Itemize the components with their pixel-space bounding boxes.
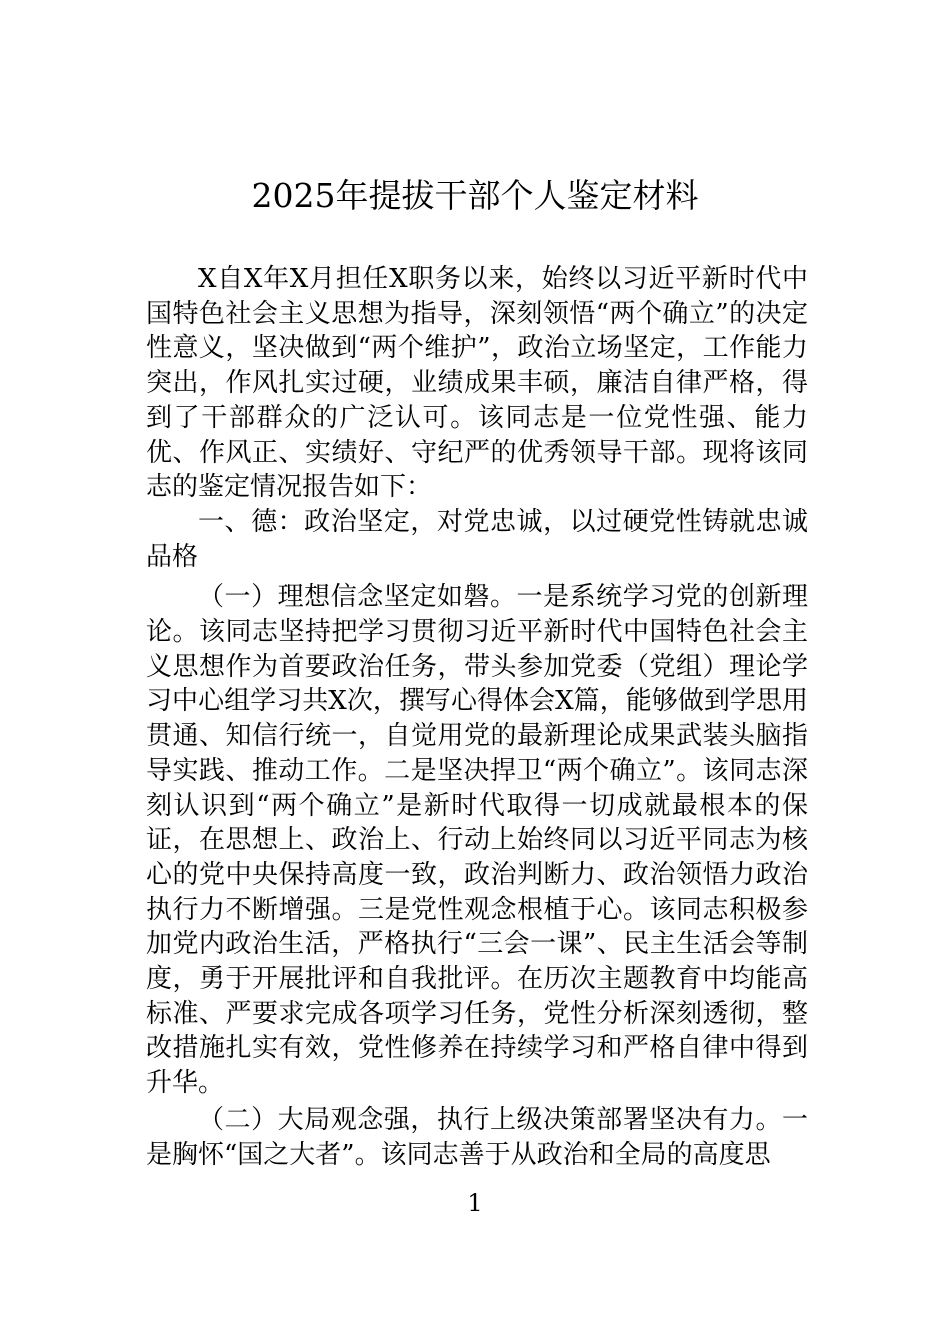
subsection-paragraph-1: （一）理想信念坚定如磐。一是系统学习党的创新理论。该同志坚持把学习贯彻习近平新时代中国特色社会主义思想作为首要政治任务，带头参加党委（党组）理论学习中心组学习共X次，撰写心得体会X篇，能够做到学思用贯通、知信行统一，自觉用党的最新理论成果武装头脑指导实践、推动工作。二是坚决捍卫“两个确立”。该同志深刻认识到“两个确立”是新时代取得一切成就最根本的保证，在思想上、政治上、行动上始终同以习近平同志为核心的党中央保持高度一致，政治判断力、政治领悟力政治执行力不断增强。三是党性观念根植于心。该同志积极参加党内政治生活，严格执行“三会一课”、民主生活会等制度，勇于开展批评和自我批评。在历次主题教育中均能高标准、严要求完成各项学习任务，党性分析深刻透彻，整改措施扎实有效，党性修养在持续学习和严格自律中得到升华。 — [146, 582, 808, 1099]
document-title: 2025年提拔干部个人鉴定材料 — [251, 176, 699, 215]
section-heading-de: 一、德：政治坚定，对党忠诚，以过硬党性铸就忠诚品格 — [146, 506, 808, 572]
subsection-paragraph-2: （二）大局观念强，执行上级决策部署坚决有力。一是胸怀“国之大者”。该同志善于从政治和全局的高度思 — [146, 1104, 808, 1170]
page-number: 1 — [467, 1189, 483, 1217]
intro-paragraph: X自X年X月担任X职务以来，始终以习近平新时代中国特色社会主义思想为指导，深刻领悟“两个确立”的决定性意义，坚决做到“两个维护”，政治立场坚定，工作能力突出，作风扎实过硬，业绩成果丰硕，廉洁自律严格，得到了干部群众的广泛认可。该同志是一位党性强、能力优、作风正、实绩好、守纪严的优秀领导干部。现将该同志的鉴定情况报告如下： — [146, 264, 808, 503]
document-body — [146, 262, 808, 1172]
